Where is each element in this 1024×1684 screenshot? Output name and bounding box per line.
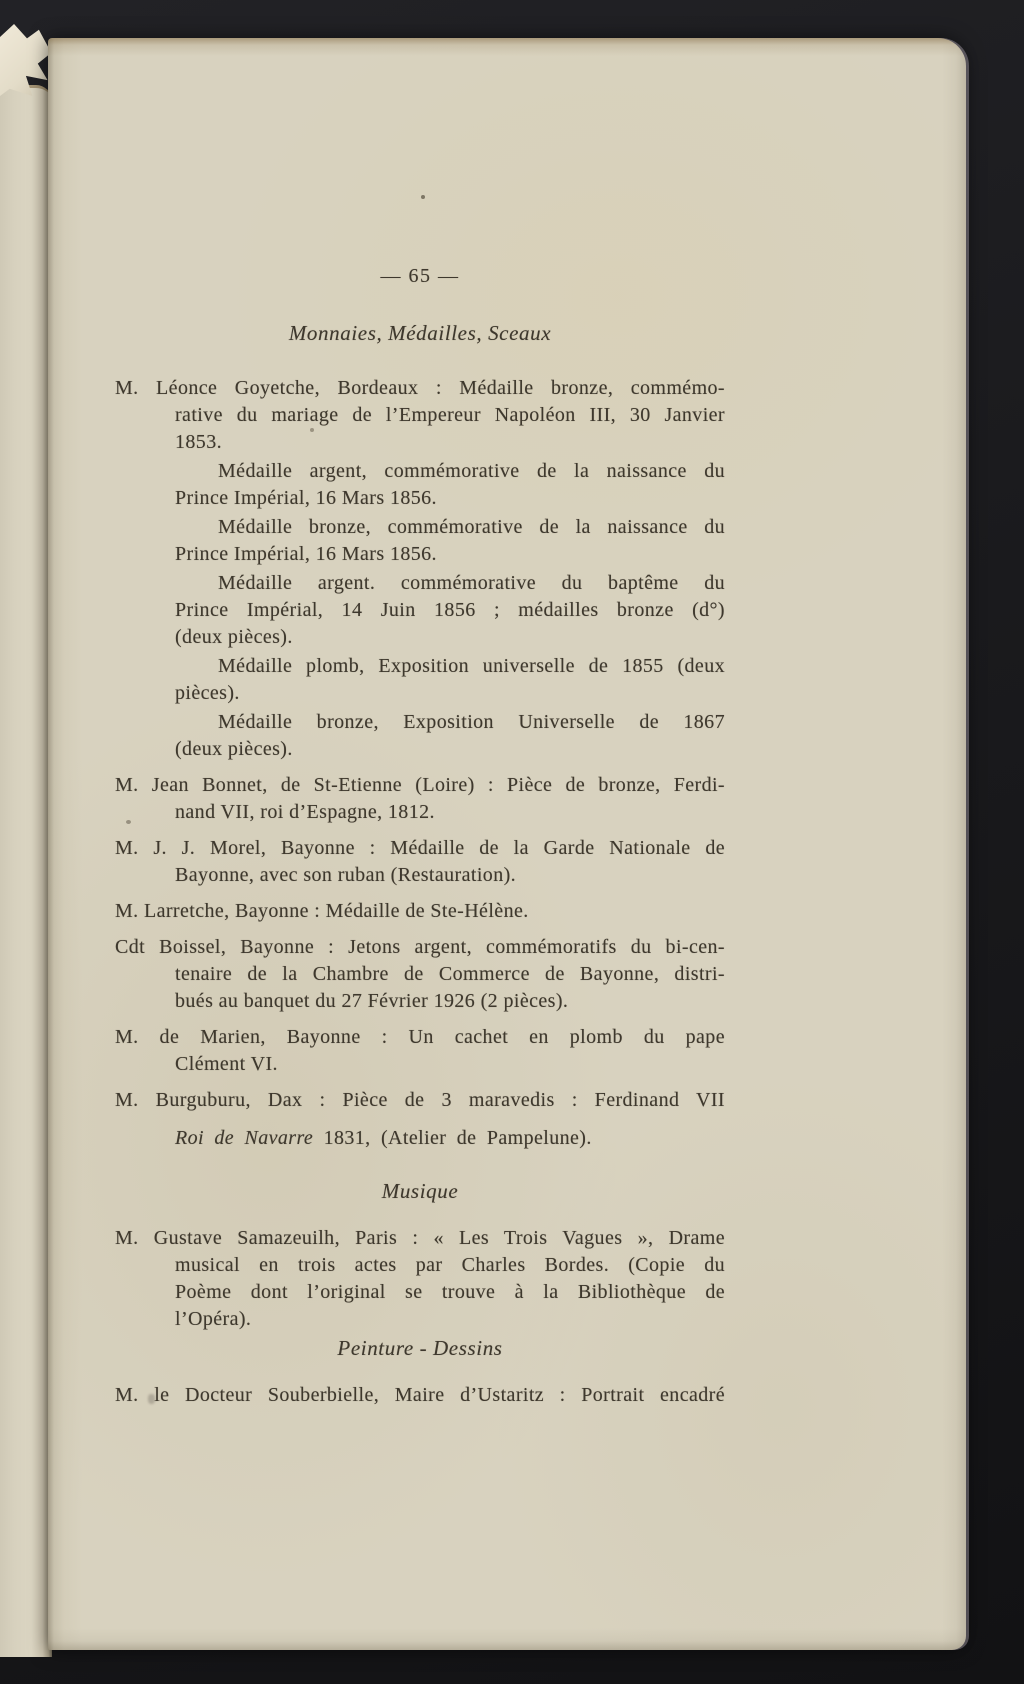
paragraph — [115, 709, 725, 763]
text-line — [115, 429, 725, 456]
text-line — [115, 320, 725, 347]
text-line — [115, 485, 725, 512]
text-segment: l’Opéra). — [175, 1308, 252, 1330]
text-line — [115, 1087, 725, 1114]
text-line — [115, 862, 725, 889]
text-segment: Médaille argent. commémorative du baptême du — [218, 572, 725, 594]
page-number: — 65 — — [380, 265, 460, 287]
text-line — [115, 570, 725, 597]
paragraph — [115, 1087, 725, 1114]
text-line — [115, 799, 725, 826]
text-line — [115, 934, 725, 961]
text-segment: musical en trois actes par Charles Bordes. (Copie du — [175, 1254, 725, 1276]
text-line — [115, 1306, 725, 1333]
text-segment: nand VII, roi d’Espagne, 1812. — [175, 801, 435, 823]
paragraph — [115, 570, 725, 651]
text-segment: M. de Marien, Bayonne : Un cachet en plomb du pape — [115, 1026, 725, 1048]
page-stack-edge — [0, 85, 52, 1657]
text-line — [115, 1125, 725, 1152]
text-segment: M. Burguburu, Dax : Pièce de 3 maravedis : Ferdinand VII — [115, 1089, 725, 1111]
section-heading — [115, 320, 725, 347]
text-segment: Prince Impérial, 16 Mars 1856. — [175, 487, 437, 509]
paragraph — [115, 375, 725, 456]
italic-text: Roi de Navarre — [175, 1127, 314, 1149]
text-line — [115, 597, 725, 624]
text-segment: Médaille bronze, Exposition Universelle de 1867 — [218, 711, 725, 733]
text-line — [115, 1279, 725, 1306]
paragraph — [115, 1225, 725, 1333]
paragraph — [115, 514, 725, 568]
paragraph — [115, 1125, 725, 1152]
text-segment: Prince Impérial, 14 Juin 1856 ; médailles bronze (d°) — [175, 599, 725, 621]
text-segment: Médaille bronze, commémorative de la naissance du — [218, 516, 725, 538]
text-line — [115, 680, 725, 707]
text-line — [115, 1051, 725, 1078]
text-line — [115, 402, 725, 429]
text-segment: 1831, (Atelier de Pampelune). — [313, 1127, 592, 1149]
section-heading — [115, 1335, 725, 1362]
text-segment: pièces). — [175, 682, 240, 704]
book-page — [48, 38, 966, 1650]
text-segment: Médaille argent, commémorative de la naissance du — [218, 460, 725, 482]
text-segment: (deux pièces). — [175, 738, 293, 760]
paragraph — [115, 1024, 725, 1078]
text-line — [115, 1252, 725, 1279]
text-segment: M. Gustave Samazeuilh, Paris : « Les Trois Vagues », Drame — [115, 1227, 725, 1249]
text-segment: bués au banquet du 27 Février 1926 (2 pièces). — [175, 990, 569, 1012]
text-segment: Poème dont l’original se trouve à la Bibliothèque de — [175, 1281, 725, 1303]
text-column — [115, 38, 725, 1409]
paragraph — [115, 458, 725, 512]
text-segment: Médaille plomb, Exposition universelle de 1855 (deux — [218, 655, 725, 677]
text-line — [115, 653, 725, 680]
text-segment: rative du mariage de l’Empereur Napoléon III, 30 Janvier — [175, 404, 725, 426]
text-line — [115, 736, 725, 763]
text-segment: Musique — [381, 1179, 459, 1203]
text-line — [115, 898, 725, 925]
text-segment: M. Larretche, Bayonne : Médaille de Ste-Hélène. — [115, 900, 529, 922]
paragraph — [115, 653, 725, 707]
text-segment: Cdt Boissel, Bayonne : Jetons argent, commémoratifs du bi-cen- — [115, 936, 725, 958]
text-segment: M. Jean Bonnet, de St-Etienne (Loire) : Pièce de bronze, Ferdi- — [115, 774, 725, 796]
text-segment: Prince Impérial, 16 Mars 1856. — [175, 543, 437, 565]
torn-page-remnant — [0, 24, 54, 96]
text-line — [115, 988, 725, 1015]
text-line — [115, 458, 725, 485]
text-line — [115, 835, 725, 862]
text-line — [115, 514, 725, 541]
text-line — [115, 624, 725, 651]
text-line — [115, 1225, 725, 1252]
text-segment: (deux pièces). — [175, 626, 293, 648]
text-line — [115, 541, 725, 568]
text-segment: Peinture - Dessins — [337, 1336, 503, 1360]
section-heading — [115, 1178, 725, 1205]
text-block — [115, 320, 725, 1409]
text-line — [115, 961, 725, 988]
text-segment: M. le Docteur Souberbielle, Maire d’Ustaritz : Portrait encadré — [115, 1384, 725, 1406]
text-line — [115, 709, 725, 736]
paragraph — [115, 1382, 725, 1409]
text-line — [115, 1382, 725, 1409]
text-segment: M. J. J. Morel, Bayonne : Médaille de la Garde Nationale de — [115, 837, 725, 859]
text-segment: Monnaies, Médailles, Sceaux — [288, 321, 552, 345]
text-line — [115, 772, 725, 799]
text-line — [115, 375, 725, 402]
paragraph — [115, 934, 725, 1015]
paragraph — [115, 835, 725, 889]
text-segment: tenaire de la Chambre de Commerce de Bayonne, distri- — [175, 963, 725, 985]
text-segment: Bayonne, avec son ruban (Restauration). — [175, 864, 517, 886]
text-segment: M. Léonce Goyetche, Bordeaux : Médaille bronze, commémo- — [115, 377, 725, 399]
text-segment: Clément VI. — [175, 1053, 278, 1075]
paragraph — [115, 772, 725, 826]
text-line — [115, 1178, 725, 1205]
paragraph — [115, 898, 725, 925]
text-segment: 1853. — [175, 431, 222, 453]
text-line — [115, 1024, 725, 1051]
text-line — [115, 1335, 725, 1362]
